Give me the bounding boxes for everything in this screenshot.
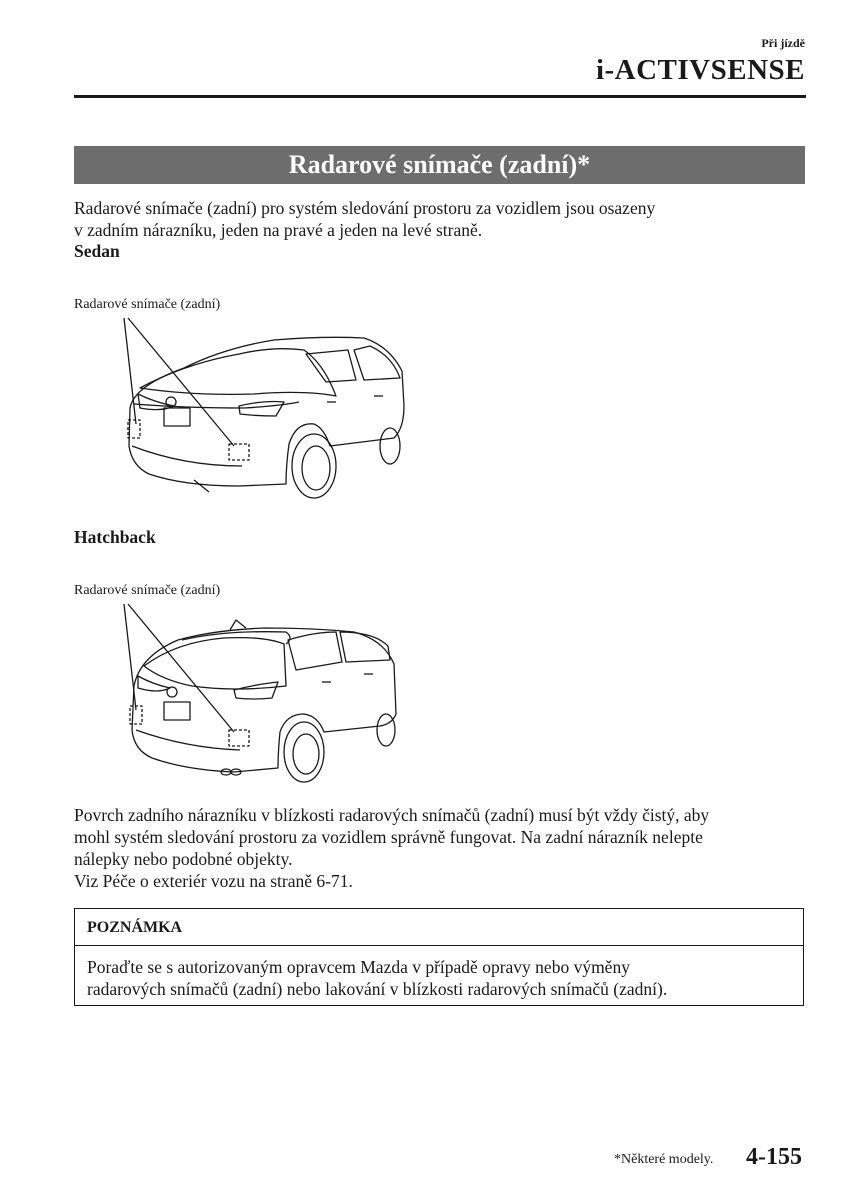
body-line-2: mohl systém sledování prostoru za vozidlem správně fungovat. Na zadní nárazník nelepte	[74, 827, 703, 847]
note-line-2: radarových snímačů (zadní) nebo lakování v blízkosti radarových snímačů (zadní).	[87, 979, 668, 999]
header-rule	[74, 95, 806, 98]
figure-variant-sedan: Sedan	[74, 241, 120, 261]
body-line-3: nálepky nebo podobné objekty.	[74, 849, 293, 869]
figure-callout-hatchback: Radarové snímače (zadní)	[74, 583, 221, 598]
note-box	[74, 908, 804, 1006]
figure-variant-hatchback: Hatchback	[74, 527, 156, 547]
hatchback-illustration	[74, 602, 414, 792]
note-body	[75, 946, 803, 1000]
chapter-subtitle: Při jízdě	[761, 36, 805, 50]
body-line-1: Povrch zadního nárazníku v blízkosti radarových snímačů (zadní) musí být vždy čistý, aby	[74, 805, 710, 825]
callout-line-right	[128, 318, 234, 446]
callout-line-right	[128, 604, 234, 732]
page-number: 4-155	[746, 1144, 802, 1170]
note-heading: POZNÁMKA	[75, 909, 803, 946]
note-line-1: Poraďte se s autorizovaným opravcem Mazda v případě opravy nebo výměny	[87, 957, 630, 977]
intro-line-1: Radarové snímače (zadní) pro systém sledování prostoru za vozidlem jsou osazeny	[74, 198, 656, 218]
figure-callout-sedan: Radarové snímače (zadní)	[74, 297, 221, 312]
sedan-illustration	[74, 316, 414, 506]
sensor-marker-right	[229, 444, 249, 460]
body-cross-reference: Viz Péče o exteriér vozu na straně 6-71.	[74, 871, 353, 891]
chapter-title: i-ACTIVSENSE	[595, 54, 805, 86]
sensor-marker-right	[229, 730, 249, 746]
intro-line-2: v zadním nárazníku, jeden na pravé a jeden na levé straně.	[74, 220, 483, 240]
footnote: *Některé modely.	[614, 1152, 714, 1167]
section-title: Radarové snímače (zadní)*	[74, 146, 805, 184]
